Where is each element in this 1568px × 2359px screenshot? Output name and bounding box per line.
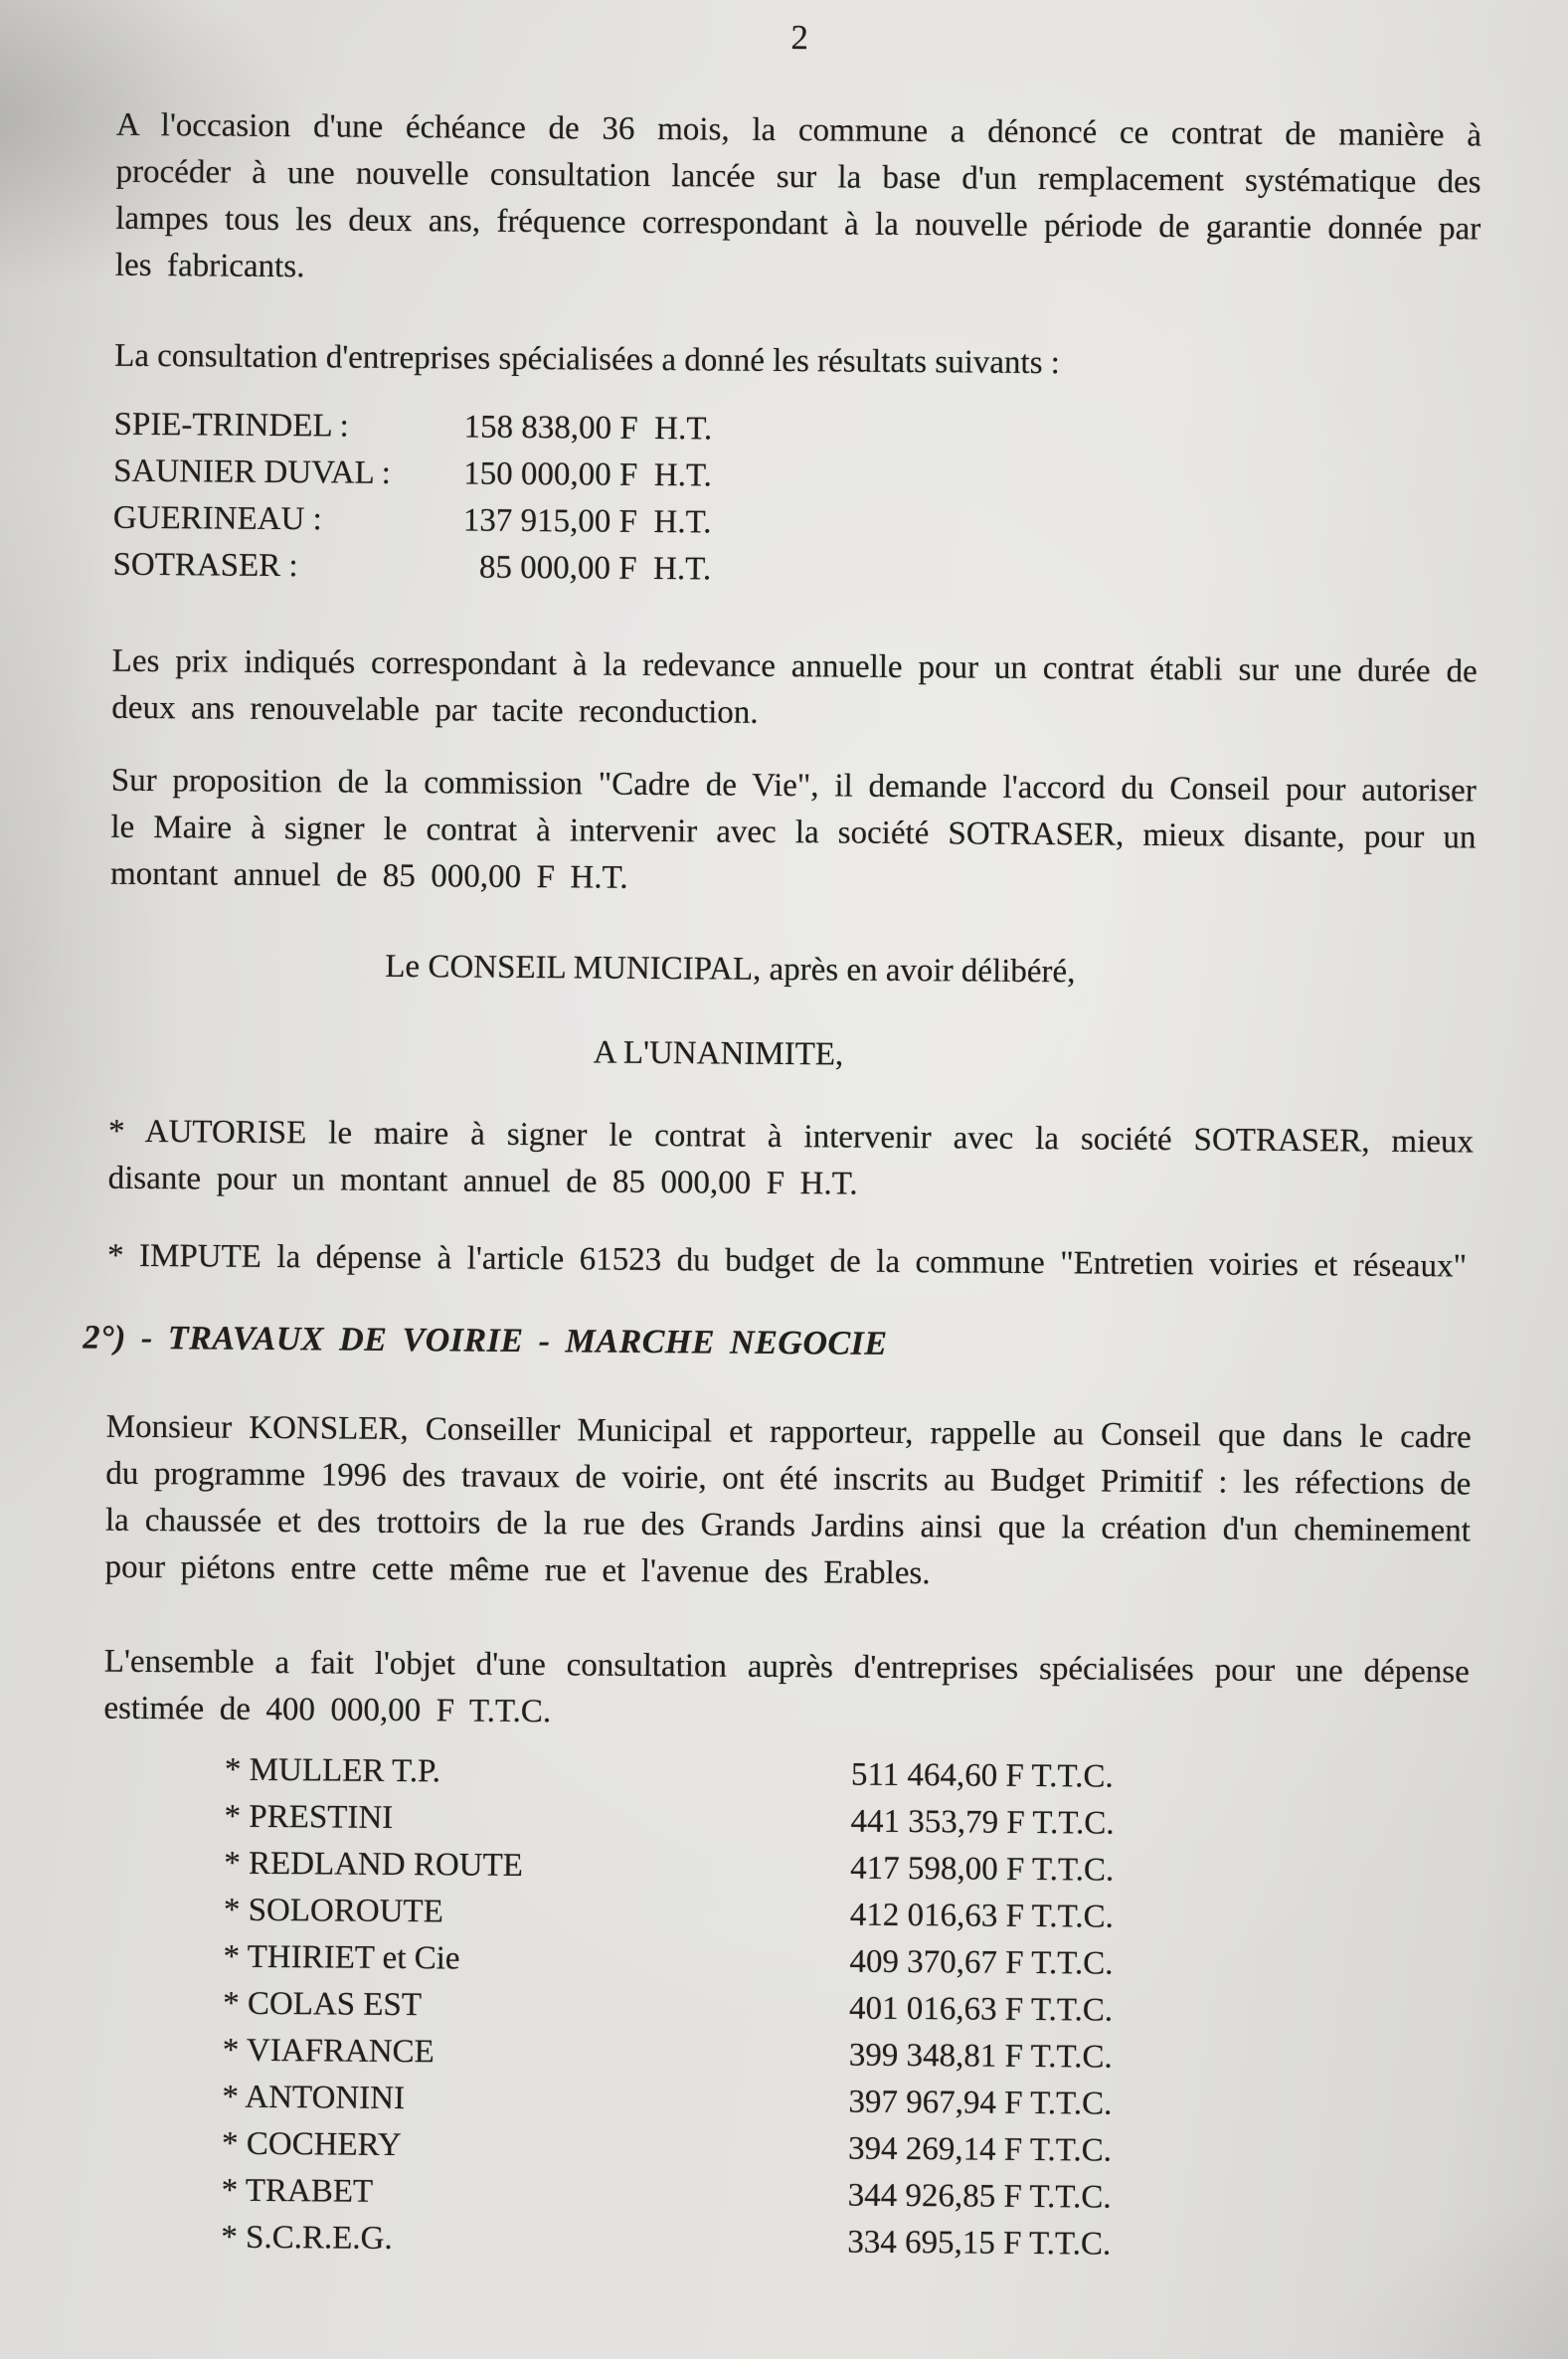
bid-amount: 334 695,15 F T.T.C. (847, 2224, 1112, 2263)
bid-amount: 150 000,00 F H.T. (463, 455, 713, 494)
paragraph-commission-proposal: Sur proposition de la commission "Cadre de Vie", il demande l'accord du Conseil pour autoriser le Maire à signer le contrat à intervenir avec la société SOTRASER, mieux disante, pour un montant annuel de 85 000,00 F H.T. (109, 762, 1477, 896)
deliberation-line: Le CONSEIL MUNICIPAL, après en avoir délibéré, (385, 948, 1076, 991)
bid-company-name: * COCHERY (221, 2125, 402, 2164)
bid-company-name: * TRABET (221, 2172, 374, 2210)
bid-amount: 441 353,79 F T.T.C. (850, 1803, 1115, 1842)
bid-amount: 394 269,14 F T.T.C. (847, 2130, 1113, 2169)
section2-heading: 2°) - TRAVAUX DE VOIRIE - MARCHE NEGOCIE (83, 1319, 888, 1362)
roadworks-bid-list (99, 1746, 1469, 2271)
bid-row (112, 542, 1478, 600)
bid-amount: 85 000,00 F H.T. (462, 549, 712, 588)
bid-company-name: * ANTONINI (222, 2079, 406, 2117)
paragraph-consultation-estimate: L'ensemble a fait l'objet d'une consultation auprès d'entreprises spécialisées pour une dépense estimée de 400 000,00 F T.T.C. (103, 1643, 1470, 1730)
bid-row (99, 2214, 1465, 2271)
bid-company-name: * VIAFRANCE (222, 2032, 435, 2071)
bid-company-name: SPIE-TRINDEL : (113, 406, 349, 445)
bid-company-name: * SOLOROUTE (223, 1892, 443, 1930)
bid-company-name: * S.C.R.E.G. (221, 2219, 393, 2257)
bid-amount: 399 348,81 F T.T.C. (848, 2037, 1113, 2076)
bid-amount: 158 838,00 F H.T. (463, 409, 713, 448)
page-number: 2 (790, 18, 809, 58)
bid-company-name: * PRESTINI (224, 1798, 394, 1836)
bid-amount: 511 464,60 F T.T.C. (850, 1756, 1114, 1795)
paragraph-contract-termination: A l'occasion d'une échéance de 36 mois, la commune a dénoncé ce contrat de manière à procéder à une nouvelle consultation lancée sur la base d'un remplacement systématique des lampes tous les deux ans, fréquence correspondant à la nouvelle période de garantie donnée par les fabricants. (114, 106, 1482, 285)
bid-amount: 137 915,00 F H.T. (462, 502, 712, 541)
bid-amount: 344 926,85 F T.T.C. (847, 2177, 1112, 2216)
bid-amount: 409 370,67 F T.T.C. (849, 1943, 1114, 1982)
bid-company-name: * MULLER T.P. (224, 1751, 441, 1790)
unanimity-line: A L'UNANIMITE, (593, 1034, 844, 1073)
paragraph-prices-note: Les prix indiqués correspondant à la redevance annuelle pour un contrat établi sur une durée de deux ans renouvelable par tacite reconduction. (111, 642, 1478, 731)
paragraph-konsler-report: Monsieur KONSLER, Conseiller Municipal et rapporteur, rappelle au Conseil que dans le cadre du programme 1996 des travaux de voirie, ont été inscrits au Budget Primitif : les réfections de la chaussée et des trottoirs de la rue des Grands Jardins ainsi que la création d'un cheminement pour piétons entre cette même rue et l'avenue des Erables. (104, 1408, 1472, 1592)
bid-company-name: * COLAS EST (223, 1985, 423, 2024)
bid-company-name: GUERINEAU : (112, 499, 322, 538)
lighting-bid-list (112, 402, 1479, 600)
bid-amount: 401 016,63 F T.T.C. (848, 1990, 1114, 2029)
bid-company-name: SOTRASER : (112, 546, 298, 585)
bid-company-name: SAUNIER DUVAL : (113, 453, 392, 491)
bid-amount: 417 598,00 F T.T.C. (850, 1850, 1115, 1889)
resolution-autorise: * AUTORISE le maire à signer le contrat à intervenir avec la société SOTRASER, mieux disante pour un montant annuel de 85 000,00 F H.T. (107, 1113, 1475, 1202)
resolution-impute: * IMPUTE la dépense à l'article 61523 du budget de la commune "Entretien voiries et réseaux" (106, 1237, 1468, 1285)
bid-amount: 397 967,94 F T.T.C. (848, 2084, 1113, 2122)
bid-company-name: * REDLAND ROUTE (224, 1845, 524, 1884)
bid-company-name: * THIRIET et Cie (223, 1938, 460, 1977)
bid-amount: 412 016,63 F T.T.C. (849, 1897, 1114, 1935)
paragraph-consultation-intro: La consultation d'entreprises spécialisées a donné les résultats suivants : (114, 337, 1061, 382)
